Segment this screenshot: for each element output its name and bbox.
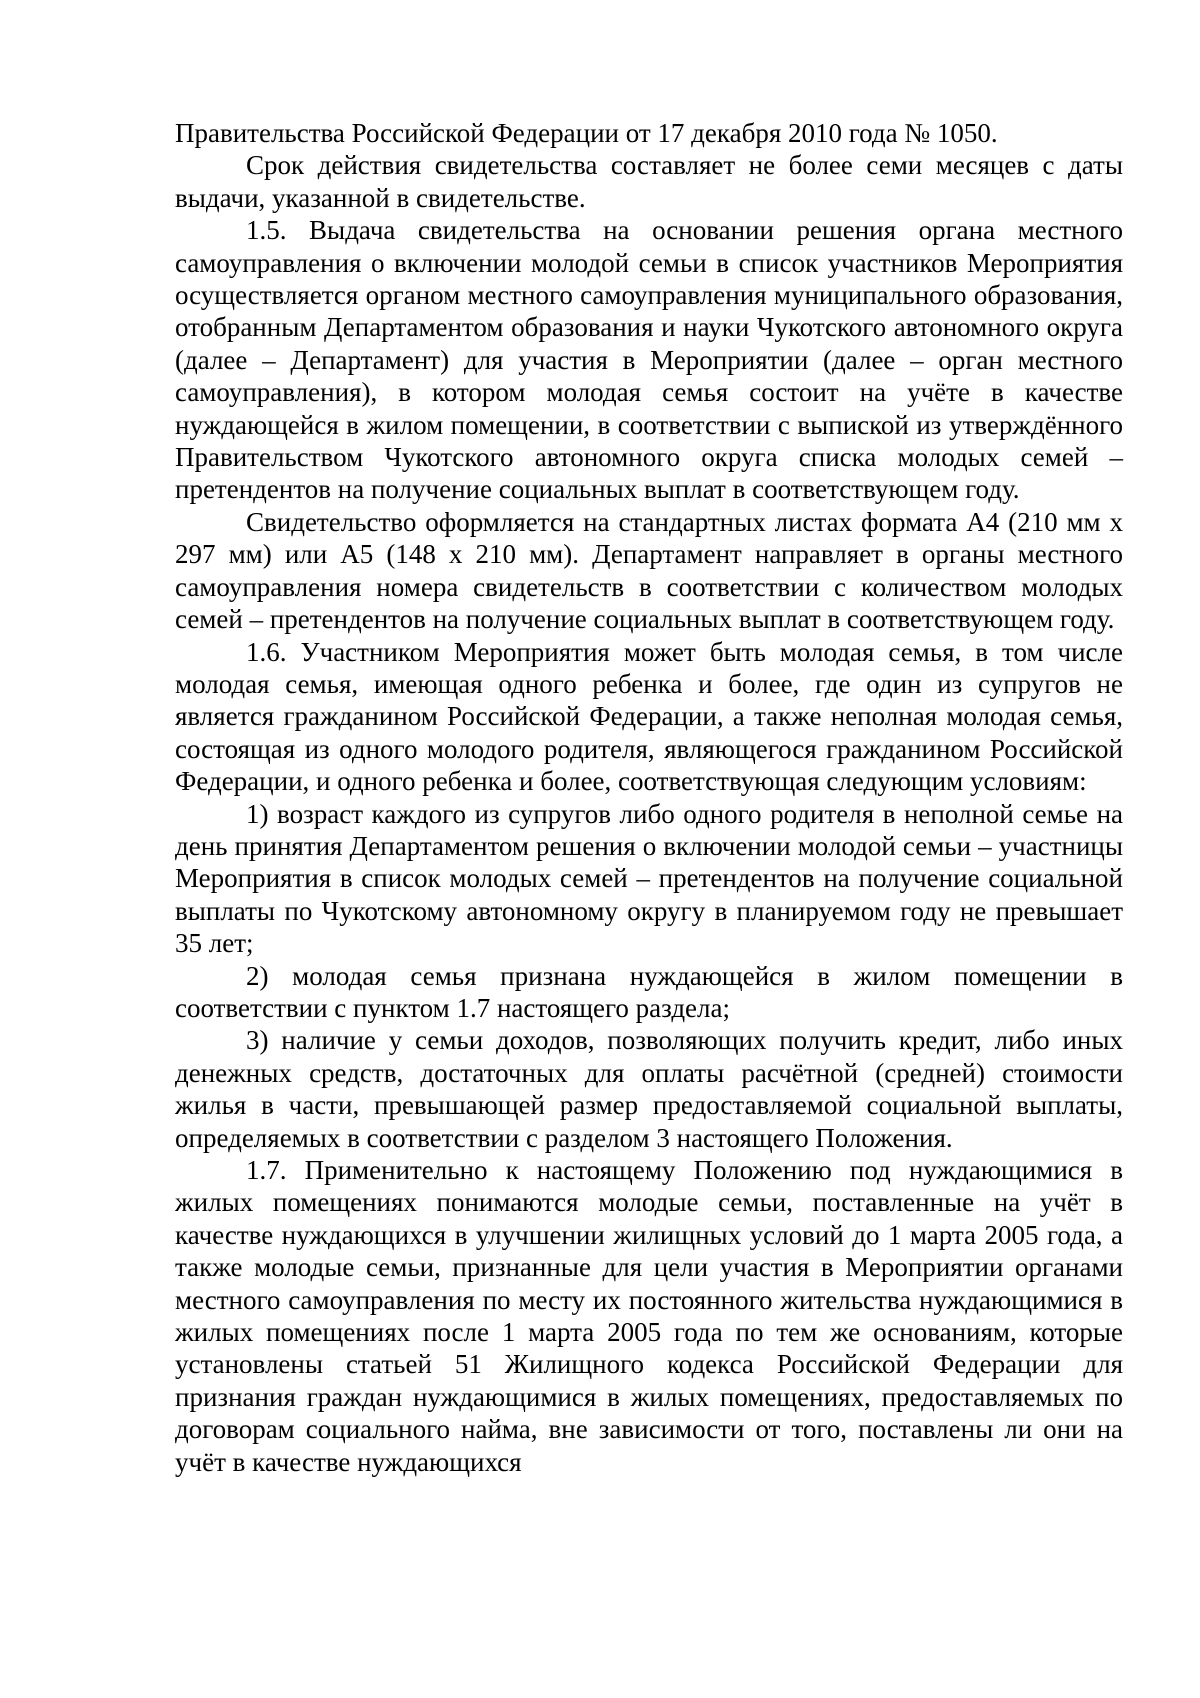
paragraph-certificate-format: Свидетельство оформляется на стандартных листах формата А4 (210 мм х 297 мм) или А5 (148 х 210 мм). Департамент направляет в органы местного самоуправления номера свидетельств в соответствии с количеством молодых семей – претендентов на получение социальных выплат в соответствующем году. bbox=[175, 506, 1123, 635]
paragraph-condition-3: 3) наличие у семьи доходов, позволяющих получить кредит, либо иных денежных средств, достаточных для оплаты расчётной (средней) стоимости жилья в части, превышающей размер предоставляемой социальной выплаты, определяемых в соответствии с разделом 3 настоящего Положения. bbox=[175, 1025, 1123, 1153]
document-body bbox=[175, 117, 1123, 1478]
paragraph-1-6: 1.6. Участником Мероприятия может быть молодая семья, в том числе молодая семья, имеющая одного ребенка и более, где один из супругов не является гражданином Российской Федерации, а также неполная молодая семья, состоящая из одного молодого родителя, являющегося гражданином Российской Федерации, и одного ребенка и более, соответствующая следующим условиям: bbox=[175, 636, 1123, 797]
paragraph-1-5: 1.5. Выдача свидетельства на основании решения органа местного самоуправления о включении молодой семьи в список участников Мероприятия осуществляется органом местного самоуправления муниципального образования, отобранным Департаментом образования и науки Чукотского автономного округа (далее – Департамент) для участия в Мероприятии (далее – орган местного самоуправления), в котором молодая семья состоит на учёте в качестве нуждающейся в жилом помещении, в соответствии с выпиской из утверждённого Правительством Чукотского автономного округа списка молодых семей – претендентов на получение социальных выплат в соответствующем году. bbox=[175, 215, 1123, 505]
paragraph-condition-2: 2) молодая семья признана нуждающейся в жилом помещении в соответствии с пунктом 1.7 настоящего раздела; bbox=[175, 960, 1123, 1023]
paragraph-condition-1: 1) возраст каждого из супругов либо одного родителя в неполной семье на день принятия Департаментом решения о включении молодой семьи – участницы Мероприятия в список молодых семей – претендентов на получение социальной выплаты по Чукотскому автономному округу в планируемом году не превышает 35 лет; bbox=[175, 798, 1123, 959]
paragraph-1-7: 1.7. Применительно к настоящему Положению под нуждающимися в жилых помещениях понимаются молодые семьи, поставленные на учёт в качестве нуждающихся в улучшении жилищных условий до 1 марта 2005 года, а также молодые семьи, признанные для цели участия в Мероприятии органами местного самоуправления по месту их постоянного жительства нуждающимися в жилых помещениях после 1 марта 2005 года по тем же основаниям, которые установлены статьей 51 Жилищного кодекса Российской Федерации для признания граждан нуждающимися в жилых помещениях, предоставляемых по договорам социального найма, вне зависимости от того, поставлены ли они на учёт в качестве нуждающихся bbox=[175, 1155, 1123, 1477]
paragraph-certificate-validity: Срок действия свидетельства составляет не более семи месяцев с даты выдачи, указанной в свидетельстве. bbox=[175, 150, 1123, 213]
paragraph-continuation: Правительства Российской Федерации от 17 декабря 2010 года № 1050. bbox=[175, 118, 998, 148]
